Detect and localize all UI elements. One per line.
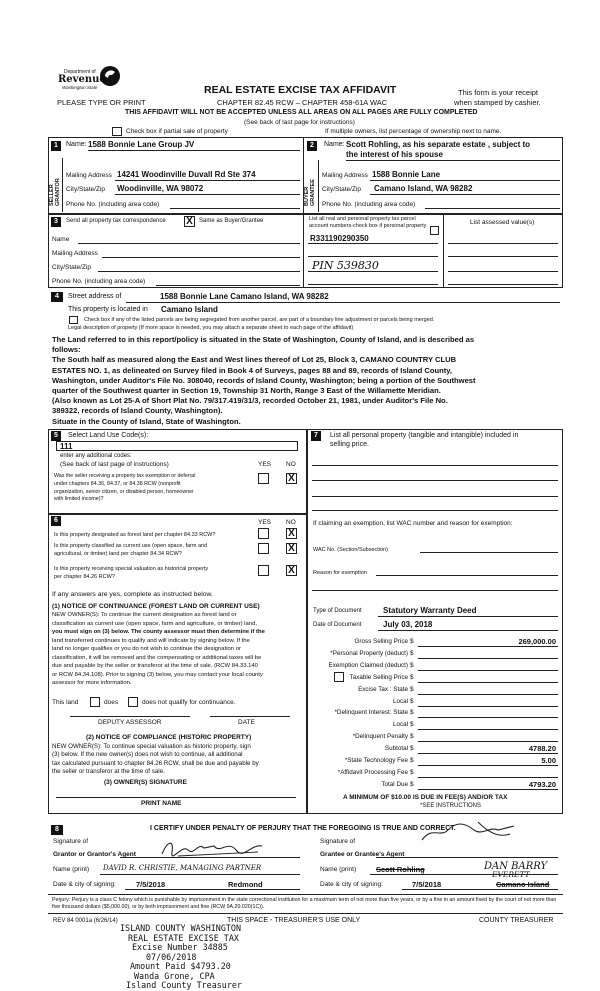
continuance-line: land no longer qualifies or you do not wish to continue the designation or bbox=[52, 646, 241, 652]
tax-row-currency: $ bbox=[410, 709, 414, 717]
print-name-label: PRINT NAME bbox=[141, 800, 182, 807]
minimum-fee-note: A MINIMUM OF $10.00 IS DUE IN FEE(S) AND/OR TAX bbox=[343, 794, 508, 801]
personal-property-list-1: List all personal property (tangible and intangible) included in bbox=[330, 432, 519, 439]
perjury-notice: Perjury: Perjury is a class C felony which is punishable by imprisonment in the state correctional institution for a maximum term of not more than five years, or by a fine in an amount fixed by the court of not more than five thousand dollars ($5,000.00), or by both imprisonment and fine (RCW 9A.20.020(1C)). bbox=[52, 897, 557, 910]
continuance-line: land transferred continues to qualify and will indicate by signing below. If the bbox=[52, 637, 250, 644]
does-label: does bbox=[104, 699, 119, 706]
chapter-ref: CHAPTER 82.45 RCW – CHAPTER 458-61A WAC bbox=[217, 98, 388, 107]
legal-line: The South half as measured along the East and West lines thereof of Lot 25, Block 3, CAMANO COUNTRY CLUB bbox=[52, 355, 457, 365]
land-use-code: 111 bbox=[60, 442, 73, 451]
grantee-print-name: Scott Rohling bbox=[376, 865, 425, 874]
tax-row-field-line[interactable] bbox=[418, 706, 558, 707]
does-not-label: does not qualify for continuance. bbox=[142, 699, 236, 706]
tax-row-label: Subtotal bbox=[384, 745, 408, 753]
stamp-line: Excise Number 34885 bbox=[132, 942, 228, 952]
buyer-phone-label: Phone No. (including area code) bbox=[322, 201, 416, 208]
receipt-note-2: when stamped by cashier. bbox=[454, 98, 541, 107]
current-use-question-2: agricultural, or timber) land per chapter 84.34 RCW? bbox=[54, 551, 182, 557]
tax-row-field-line[interactable] bbox=[418, 694, 558, 695]
historic-question-1: Is this property receiving special valuation as historical property bbox=[54, 566, 209, 572]
grantee-print-name-handwritten: DAN BARRY bbox=[484, 861, 548, 872]
grantor-name-print-label: Name (print) bbox=[53, 866, 90, 873]
does-not-checkbox[interactable] bbox=[128, 697, 138, 707]
street-address: 1588 Bonnie Lane Camano Island, WA 98282 bbox=[160, 292, 329, 301]
receipt-note-1: This form is your receipt bbox=[458, 88, 539, 97]
section-6-no-header: NO bbox=[286, 519, 296, 526]
historic-yes-checkbox[interactable] bbox=[258, 565, 269, 576]
grantor-print-name: DAVID R. CHRISTIE, MANAGING PARTNER bbox=[103, 864, 262, 872]
continuance-line: you must sign on (3) below. The county assessor must then determine if the bbox=[52, 629, 265, 635]
form-revision: REV 84 0001a (6/26/14) bbox=[53, 918, 118, 924]
stamp-line: 07/06/2018 bbox=[146, 951, 197, 962]
local-tax-checkbox[interactable] bbox=[334, 672, 344, 682]
tax-row-label: Local bbox=[392, 697, 408, 705]
see-back-note: (See back of last page for instructions) bbox=[244, 119, 355, 126]
deputy-assessor-label: DEPUTY ASSESSOR bbox=[98, 719, 162, 726]
personal-property-checkbox[interactable] bbox=[430, 226, 439, 235]
legal-description-label: Legal description of property (If more space is needed, you may attach a separate sheet to each page of the affidavit) bbox=[68, 325, 354, 331]
historic-question-2: per chapter 84.26 RCW? bbox=[54, 574, 115, 580]
multiple-owners-note: If multiple owners, list percentage of ownership next to name. bbox=[325, 128, 502, 135]
stamp-line: ISLAND COUNTY WASHINGTON bbox=[120, 923, 242, 933]
stamp-line: Amount Paid $4793.20 bbox=[130, 961, 231, 971]
located-label: This property is located in bbox=[68, 306, 148, 313]
handwritten-pin: PIN 539830 bbox=[312, 259, 379, 272]
land-use-field[interactable] bbox=[56, 441, 298, 451]
treasurer-use-label: THIS SPACE - TREASURER'S USE ONLY bbox=[227, 917, 361, 924]
correspondence-name-label: Name bbox=[52, 236, 70, 243]
owner-signature-label: (3) OWNER(S) SIGNATURE bbox=[104, 779, 187, 786]
grantee-signature bbox=[418, 818, 518, 844]
dept-name: Revenue bbox=[58, 74, 106, 85]
current-use-no-checkbox[interactable]: X bbox=[286, 543, 297, 554]
tax-row-currency: $ bbox=[410, 673, 414, 681]
section-5-number: 5 bbox=[51, 431, 61, 441]
buyer-city-label: City/State/Zip bbox=[322, 186, 362, 193]
continuance-line: classification, it will be removed and the compensating or additional taxes will be bbox=[52, 654, 262, 661]
tax-row-currency: $ bbox=[410, 649, 414, 657]
exemption-question-line: under chapters 84.36, 84.37, or 84.38 RCW (nonprofit bbox=[54, 480, 181, 487]
continuance-line: classification as current use (open space, farm and agriculture, or timber) land, bbox=[52, 620, 257, 627]
see-instructions-note: *SEE INSTRUCTIONS bbox=[420, 803, 482, 809]
buyer-city: Camano Island, WA 98282 bbox=[374, 184, 473, 193]
tax-row-label: *State Technology Fee bbox=[344, 757, 408, 764]
seller-city-label: City/State/Zip bbox=[66, 186, 106, 193]
personal-property-list-2: selling price. bbox=[330, 441, 369, 448]
grantee-name-print-label: Name (print) bbox=[320, 866, 357, 873]
correspondence-phone-label: Phone No. (including area code) bbox=[52, 278, 146, 285]
buyer-mailing: 1588 Bonnie Lane bbox=[372, 170, 441, 179]
reason-label: Reason for exemption bbox=[313, 570, 367, 576]
tax-row-label: Local bbox=[392, 721, 408, 729]
if-any-yes-note: If any answers are yes, complete as instructed below. bbox=[52, 591, 213, 598]
continuance-line: or RCW 84.34.108). Prior to signing (3) below, you may contact your local county bbox=[52, 671, 263, 678]
current-use-question-1: Is this property classified as current use (open space, farm and bbox=[54, 543, 208, 549]
seller-name-label: Name: bbox=[66, 141, 87, 148]
exemption-question bbox=[54, 473, 195, 504]
treasurer-stamp bbox=[120, 924, 242, 991]
grantee-city: Camano Island bbox=[496, 880, 550, 889]
buyer-mailing-label: Mailing Address bbox=[322, 172, 368, 179]
tax-row-label: Excise Tax : State bbox=[358, 685, 408, 693]
same-as-buyer-checkbox[interactable]: X bbox=[184, 216, 195, 227]
continuance-text bbox=[52, 611, 265, 688]
seller-name: 1588 Bonnie Lane Group JV bbox=[88, 140, 195, 149]
county-treasurer-label: COUNTY TREASURER bbox=[479, 917, 554, 924]
tax-row-field-line[interactable] bbox=[418, 765, 558, 766]
compliance-line: NEW OWNER(S): To continue special valuation as historic property, sign bbox=[52, 743, 251, 750]
continuance-line: NEW OWNER(S): To continue the current designation as forest land or bbox=[52, 612, 237, 618]
grantor-date: 7/5/2018 bbox=[136, 880, 166, 889]
current-use-yes-checkbox[interactable] bbox=[258, 543, 269, 554]
tax-row-field-line[interactable] bbox=[418, 646, 558, 647]
continuance-title: (1) NOTICE OF CONTINUANCE (FOREST LAND OR CURRENT USE) bbox=[52, 603, 260, 610]
tax-row-value: 4793.20 bbox=[528, 779, 556, 789]
legal-line: Washington, under Auditor's File No. 308040, records of Island County, Washington; being a portion of the Southwest bbox=[52, 375, 476, 385]
tax-row-currency: $ bbox=[410, 697, 414, 705]
tax-row-label: Total Due bbox=[381, 780, 408, 788]
buyer-name-1: Scott Rohling, as his separate estate , subject to bbox=[346, 140, 531, 149]
does-checkbox[interactable] bbox=[90, 697, 100, 707]
tax-row-label: Exemption Claimed (deduct) bbox=[328, 661, 408, 669]
certify-statement: I CERTIFY UNDER PENALTY OF PERJURY THAT THE FOREGOING IS TRUE AND CORRECT. bbox=[150, 825, 456, 832]
tax-row-value: 4788.20 bbox=[528, 744, 556, 754]
exemption-question-line: with limited income)? bbox=[54, 496, 104, 503]
wac-label: WAC No. (Section/Subsection) bbox=[313, 547, 388, 553]
tax-row-label: *Affidavit Processing Fee bbox=[337, 768, 408, 776]
seller-phone-label: Phone No. (including area code) bbox=[66, 201, 160, 208]
tax-row-field-line[interactable] bbox=[418, 658, 558, 659]
tax-row-value: 269,000.00 bbox=[518, 637, 556, 646]
form-title: REAL ESTATE EXCISE TAX AFFIDAVIT bbox=[204, 84, 397, 96]
grantee-city-handwritten: EVERETT bbox=[492, 870, 530, 879]
tax-row-currency: $ bbox=[410, 638, 414, 645]
tax-row-currency: $ bbox=[410, 721, 414, 729]
tax-row-currency: $ bbox=[410, 685, 414, 693]
tax-row-label: *Delinquent Penalty bbox=[352, 733, 408, 741]
compliance-text bbox=[52, 743, 259, 776]
assessor-date-label: DATE bbox=[238, 719, 255, 726]
stamp-line: REAL ESTATE EXCISE TAX bbox=[128, 932, 239, 943]
compliance-line: (3) below. If the new owner(s) does not wish to continue, all additional bbox=[52, 751, 243, 759]
assessed-header: List assessed value(s) bbox=[470, 219, 535, 226]
tax-row-field-line[interactable] bbox=[418, 753, 558, 754]
land-use-label: Select Land Use Code(s): bbox=[68, 432, 149, 439]
segregated-text: Check box if any of the listed parcels are being segregated from another parcel, are part of a boundary line adjustment or parcels being merged. bbox=[84, 317, 435, 323]
this-land-label: This land bbox=[52, 699, 79, 706]
doc-type: Statutory Warranty Deed bbox=[383, 606, 477, 615]
section-1-number: 1 bbox=[51, 141, 61, 151]
parcels-header-2: account numbers-check box if personal property bbox=[309, 223, 427, 229]
doc-date-label: Date of Document bbox=[313, 622, 362, 628]
grantee-agent-label: Grantee or Grantee's Agent bbox=[320, 851, 405, 858]
historic-no-checkbox[interactable]: X bbox=[286, 565, 297, 576]
send-correspondence-label: Send all property tax correspondence bbox=[66, 218, 166, 224]
section-6-yes-header: YES bbox=[258, 519, 272, 526]
seller-mailing: 14241 Woodinville Duvall Rd Ste 374 bbox=[117, 170, 256, 179]
legal-line: 389322, records of Island County, Washington). bbox=[52, 406, 223, 416]
forest-no-checkbox[interactable]: X bbox=[286, 528, 297, 539]
exemption-claim-label: If claiming an exemption, list WAC number and reason for exemption: bbox=[313, 520, 513, 527]
segregated-checkbox[interactable] bbox=[69, 316, 78, 324]
compliance-line: the seller or transferor at the time of sale. bbox=[52, 767, 165, 775]
grantor-date-label: Date & city of signing: bbox=[53, 881, 116, 888]
completion-notice: THIS AFFIDAVIT WILL NOT BE ACCEPTED UNLESS ALL AREAS ON ALL PAGES ARE FULLY COMPLETED bbox=[125, 109, 478, 116]
partial-sale-checkbox[interactable] bbox=[112, 127, 122, 136]
legal-line: (Also known as Lot 25-A of Short Plat No. 79/317.419/31/3, recorded October 21, 1981, under Auditor's File No. bbox=[52, 396, 448, 406]
exemption-question-line: organization, senior citizen, or disabled person, homeowner bbox=[54, 488, 194, 495]
tax-row-field-line[interactable] bbox=[418, 789, 558, 790]
legal-description bbox=[52, 335, 476, 427]
correspondence-city-label: City/State/Zip bbox=[52, 264, 92, 271]
section-4-number: 4 bbox=[51, 292, 63, 302]
forest-land-question: Is this property designated as forest land per chapter 84.33 RCW? bbox=[54, 532, 216, 538]
stamp-line: Island County Treasurer bbox=[126, 980, 242, 990]
correspondence-mailing-label: Mailing Address bbox=[52, 250, 98, 257]
buyer-name-2: the interest of his spouse bbox=[346, 150, 443, 159]
dept-small: Department of bbox=[64, 69, 96, 75]
legal-line: Situate in the County of Island, State of Washington. bbox=[52, 416, 241, 426]
stamp-line: Wanda Grone, CPA bbox=[134, 970, 215, 981]
tax-row-currency: $ bbox=[410, 768, 414, 776]
parcels-header-1: List all real and personal property tax parcel bbox=[309, 216, 416, 222]
seller-side-label: SELLER GRANTOR bbox=[49, 178, 61, 206]
exemption-no-checkbox[interactable]: X bbox=[286, 473, 297, 484]
section-8-number: 8 bbox=[51, 825, 63, 835]
grantor-signature-label: Signature of bbox=[53, 838, 89, 845]
continuance-line: due and payable by the seller or transferor at the time of sale. (RCW 84.33.140 bbox=[52, 663, 258, 669]
section-3-number: 3 bbox=[51, 217, 61, 227]
legal-line: follows: bbox=[52, 345, 81, 355]
tax-row-label: Taxable Selling Price bbox=[349, 673, 408, 681]
doc-date: July 03, 2018 bbox=[383, 620, 433, 629]
tax-row-currency: $ bbox=[410, 661, 414, 669]
grantee-date: 7/5/2018 bbox=[412, 880, 442, 889]
tax-row-field-line[interactable] bbox=[418, 729, 558, 730]
tax-row-value: 5.00 bbox=[541, 756, 556, 765]
located-in: Camano Island bbox=[161, 305, 218, 314]
exemption-question-line: Was the seller receiving a property tax exemption or deferral bbox=[54, 473, 196, 479]
see-back-instructions: (See back of last page of instructions) bbox=[60, 461, 169, 468]
tax-row-label: *Personal Property (deduct) bbox=[330, 649, 408, 657]
tax-row-currency: $ bbox=[410, 757, 414, 764]
tax-row-currency: $ bbox=[410, 780, 414, 788]
street-address-label: Street address of bbox=[68, 293, 122, 300]
additional-codes-label: enter any additional codes: bbox=[60, 453, 132, 459]
compliance-title: (2) NOTICE OF COMPLIANCE (HISTORIC PROPERTY) bbox=[86, 734, 252, 741]
buyer-side-label: BUYER GRANTEE bbox=[304, 179, 316, 206]
tax-row-field-line[interactable] bbox=[418, 777, 558, 778]
section-6-number: 6 bbox=[51, 516, 61, 526]
section-2-number: 2 bbox=[307, 141, 317, 151]
parcel-number-1: R331190290350 bbox=[310, 234, 369, 243]
tax-row-field-line[interactable] bbox=[418, 717, 558, 718]
section-7-number: 7 bbox=[311, 431, 321, 441]
buyer-name-label: Name: bbox=[324, 141, 345, 148]
tax-row-label: *Delinquent Interest: State bbox=[334, 709, 408, 717]
grantor-city: Redmond bbox=[228, 880, 263, 889]
tax-row-label: Gross Selling Price bbox=[354, 638, 408, 645]
seller-city: Woodinville, WA 98072 bbox=[117, 184, 204, 193]
forest-yes-checkbox[interactable] bbox=[258, 528, 269, 539]
section-5-yes-header: YES bbox=[258, 461, 272, 468]
dept-state: Washington State bbox=[62, 85, 98, 90]
tax-row-currency: $ bbox=[410, 733, 414, 741]
same-as-buyer-label: Same as Buyer/Grantee bbox=[199, 218, 264, 224]
grantee-date-label: Date & city of signing: bbox=[320, 881, 383, 888]
doc-type-label: Type of Document bbox=[313, 608, 362, 614]
grantee-signature-label: Signature of bbox=[320, 838, 356, 845]
continuance-line: assessor for more information. bbox=[52, 680, 132, 686]
legal-line: quarter of the Southwest quarter in Section 19, Township 31 North, Range 3 East of the Willamette Meridian. bbox=[52, 386, 441, 396]
exemption-yes-checkbox[interactable] bbox=[258, 473, 269, 484]
legal-line: ESTATES NO. 1, as delineated on Survey filed in Book 4 of Surveys, pages 88 and 89, records of Island County, bbox=[52, 365, 453, 375]
seller-mailing-label: Mailing Address bbox=[66, 172, 112, 179]
please-type: PLEASE TYPE OR PRINT bbox=[57, 98, 146, 107]
partial-sale-label: Check box if partial sale of property bbox=[126, 128, 228, 135]
tax-row-field-line[interactable] bbox=[418, 682, 558, 683]
legal-line: The Land referred to in this report/policy is situated in the State of Washington, County of Island, and is described as bbox=[52, 335, 475, 344]
tax-row-field-line[interactable] bbox=[418, 670, 558, 671]
compliance-line: tax calculated pursuant to chapter 84.26 RCW, shall be due and payable by bbox=[52, 759, 259, 767]
grantor-agent-label: Grantor or Grantor's Agent bbox=[53, 851, 136, 858]
tax-row-field-line[interactable] bbox=[418, 741, 558, 742]
tax-row-currency: $ bbox=[410, 745, 414, 753]
section-5-no-header: NO bbox=[286, 461, 296, 468]
